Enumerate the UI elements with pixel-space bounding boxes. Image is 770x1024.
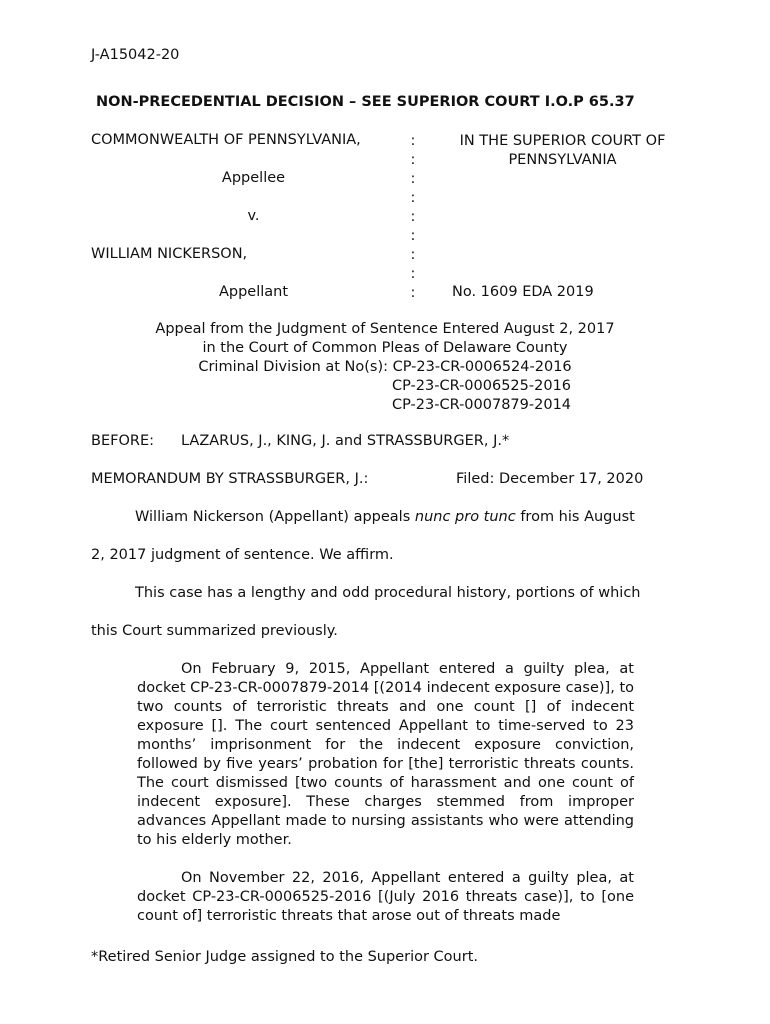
party-commonwealth: COMMONWEALTH OF PENNSYLVANIA, [91,132,361,148]
versus-label: v. [247,208,260,224]
nunc-pro-tunc-phrase: nunc pro tunc [414,509,516,525]
docket-identifier: J-A15042-20 [91,47,180,63]
block-quote-2-text: On November 22, 2016, Appellant entered a guilty plea, at docket CP-23-CR-0006525-2016 [(July 2016 threats case)], to [one count of] terroristic threats that arose out of threats made [137,870,634,924]
paragraph-1-text-end: from his August [515,509,635,525]
footnote: *Retired Senior Judge assigned to the Superior Court. [91,949,478,965]
paragraph-2-line-1: This case has a lengthy and odd procedural history, portions of which [135,585,641,601]
panel-judges: LAZARUS, J., KING, J. and STRASSBURGER, J.* [181,433,510,449]
paragraph-1-text: William Nickerson (Appellant) appeals [135,509,415,525]
appeal-line-1: Appeal from the Judgment of Sentence Entered August 2, 2017 [155,321,615,337]
paragraph-1-line-1 [135,509,635,525]
block-quote-1 [137,660,634,850]
filed-date: Filed: December 17, 2020 [456,471,644,487]
paragraph-2-line-2: this Court summarized previously. [91,623,338,639]
paragraph-1-line-2: 2, 2017 judgment of sentence. We affirm. [91,547,394,563]
block-quote-2 [137,869,634,926]
appellant-role: Appellant [218,284,289,300]
court-name: IN THE SUPERIOR COURT OF PENNSYLVANIA [459,133,666,168]
appeal-line-2: in the Court of Common Pleas of Delaware County [202,340,568,356]
docket-number-3: CP-23-CR-0007879-2014 [392,397,572,413]
appeal-line-3: Criminal Division at No(s): CP-23-CR-0006524-2016 [198,359,572,375]
decision-banner: NON-PRECEDENTIAL DECISION – SEE SUPERIOR COURT I.O.P 65.37 [96,94,635,110]
caption-colon-column: : : : : : : : : : [410,133,416,301]
before-label: BEFORE: [91,433,154,449]
docket-number-2: CP-23-CR-0006525-2016 [392,378,572,394]
block-quote-1-text: On February 9, 2015, Appellant entered a guilty plea, at docket CP-23-CR-0007879-2014 [(2014 indecent exposure case)], to two counts of terroristic threats and one count [] of indecent exposure []. The court sentenced Appellant to time-served to 23 months’ imprisonment for the indecent exposure conviction, followed by five years’ probation for [the] terroristic threats counts. The court dismissed [two counts of harassment and one count of indecent exposure]. These charges stemmed from improper advances Appellant made to nursing assistants who were attending to his elderly mother. [137,661,634,848]
party-defendant: WILLIAM NICKERSON, [91,246,248,262]
case-number: No. 1609 EDA 2019 [452,284,594,300]
memorandum-author: MEMORANDUM BY STRASSBURGER, J.: [91,471,369,487]
appellee-role: Appellee [221,170,286,186]
